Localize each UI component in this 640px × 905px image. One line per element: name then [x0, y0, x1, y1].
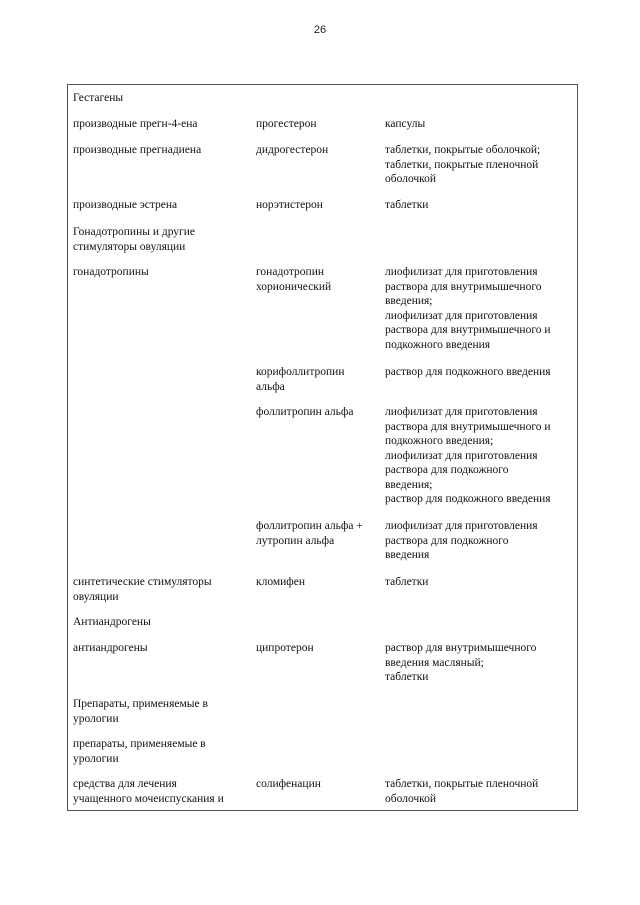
- cell-text: оболочкой: [385, 173, 437, 185]
- group-cell: [73, 143, 253, 158]
- group-cell: [73, 641, 253, 656]
- cell-text: производные прегнадиена: [73, 144, 202, 156]
- page-number: 26: [313, 24, 327, 36]
- cell-text: синтетические стимуляторы: [73, 576, 212, 588]
- dosage-form-cell: [385, 777, 575, 806]
- group-cell: [73, 697, 253, 726]
- cell-text: препараты, применяемые в: [73, 738, 206, 750]
- cell-text: солифенацин: [256, 778, 321, 790]
- group-cell: [73, 117, 253, 132]
- cell-text: фоллитропин альфа +: [256, 520, 363, 532]
- group-cell: [73, 737, 253, 766]
- cell-text: капсулы: [385, 118, 426, 130]
- dosage-form-cell: [385, 198, 575, 213]
- cell-text: урологии: [73, 712, 119, 725]
- cell-text: гонадотропин: [256, 266, 325, 278]
- cell-text: таблетки, покрытые пленочной: [385, 778, 539, 790]
- cell-text: таблетки: [385, 576, 429, 588]
- substance-cell: [256, 575, 379, 590]
- cell-text: урологии: [73, 752, 119, 765]
- cell-text: корифоллитропин: [256, 366, 345, 378]
- cell-text: раствора для подкожного: [385, 534, 509, 547]
- substance-cell: [256, 641, 379, 656]
- dosage-form-cell: [385, 365, 575, 380]
- cell-text: раствора для внутримышечного и: [385, 420, 551, 433]
- dosage-form-cell: [385, 519, 575, 563]
- dosage-form-cell: [385, 405, 575, 507]
- cell-text: раствора для внутримышечного и: [385, 324, 551, 336]
- cell-text: Гонадотропины и другие: [73, 226, 196, 238]
- dosage-form-cell: [385, 641, 575, 685]
- cell-text: раствор для подкожного введения: [385, 366, 551, 378]
- cell-text: учащенного мочеиспускания и: [73, 792, 224, 805]
- cell-text: оболочкой: [385, 792, 437, 805]
- cell-text: хорионический: [256, 280, 332, 293]
- cell-text: Гестагены: [73, 92, 124, 104]
- cell-text: лутропин альфа: [256, 534, 335, 547]
- cell-text: дидрогестерон: [256, 144, 329, 156]
- cell-text: кломифен: [256, 576, 305, 588]
- cell-text: Препараты, применяемые в: [73, 698, 208, 710]
- group-cell: [73, 615, 253, 630]
- cell-text: лиофилизат для приготовления: [385, 520, 538, 532]
- substance-cell: [256, 777, 379, 792]
- substance-cell: [256, 365, 379, 394]
- cell-text: стимуляторы овуляции: [73, 240, 186, 253]
- dosage-form-cell: [385, 575, 575, 590]
- substance-cell: [256, 265, 379, 294]
- group-cell: [73, 575, 253, 604]
- cell-text: введения масляный;: [385, 656, 484, 669]
- cell-text: альфа: [256, 380, 285, 393]
- cell-text: гонадотропины: [73, 266, 149, 278]
- group-cell: [73, 225, 253, 254]
- substance-cell: [256, 117, 379, 132]
- dosage-form-cell: [385, 265, 575, 352]
- medication-table: [67, 84, 578, 811]
- cell-text: производные эстрена: [73, 199, 178, 211]
- cell-text: подкожного введения: [385, 338, 491, 351]
- cell-text: Антиандрогены: [73, 616, 151, 628]
- cell-text: раствор для подкожного введения: [385, 493, 551, 505]
- cell-text: таблетки, покрытые оболочкой;: [385, 144, 541, 156]
- cell-text: введения: [385, 549, 430, 561]
- cell-text: таблетки: [385, 671, 429, 683]
- cell-text: производные прегн-4-ена: [73, 118, 198, 130]
- cell-text: прогестерон: [256, 118, 317, 130]
- substance-cell: [256, 519, 379, 548]
- substance-cell: [256, 198, 379, 213]
- cell-text: овуляции: [73, 590, 119, 603]
- cell-text: лиофилизат для приготовления: [385, 406, 538, 418]
- cell-text: лиофилизат для приготовления: [385, 266, 538, 278]
- cell-text: норэтистерон: [256, 199, 323, 211]
- group-cell: [73, 91, 253, 106]
- cell-text: антиандрогены: [73, 642, 148, 654]
- cell-text: ципротерон: [256, 642, 314, 654]
- cell-text: средства для лечения: [73, 778, 177, 790]
- dosage-form-cell: [385, 117, 575, 132]
- group-cell: [73, 198, 253, 213]
- cell-text: подкожного введения;: [385, 435, 494, 447]
- cell-text: фоллитропин альфа: [256, 406, 354, 418]
- cell-text: раствора для подкожного: [385, 464, 509, 476]
- cell-text: введения;: [385, 478, 433, 491]
- dosage-form-cell: [385, 143, 575, 187]
- substance-cell: [256, 143, 379, 158]
- group-cell: [73, 777, 253, 806]
- cell-text: введения;: [385, 295, 433, 307]
- group-cell: [73, 265, 253, 280]
- cell-text: раствора для внутримышечного: [385, 280, 542, 293]
- cell-text: лиофилизат для приготовления: [385, 449, 538, 462]
- cell-text: таблетки, покрытые пленочной: [385, 158, 539, 171]
- cell-text: лиофилизат для приготовления: [385, 309, 538, 322]
- cell-text: таблетки: [385, 199, 429, 211]
- substance-cell: [256, 405, 379, 420]
- cell-text: раствор для внутримышечного: [385, 642, 537, 654]
